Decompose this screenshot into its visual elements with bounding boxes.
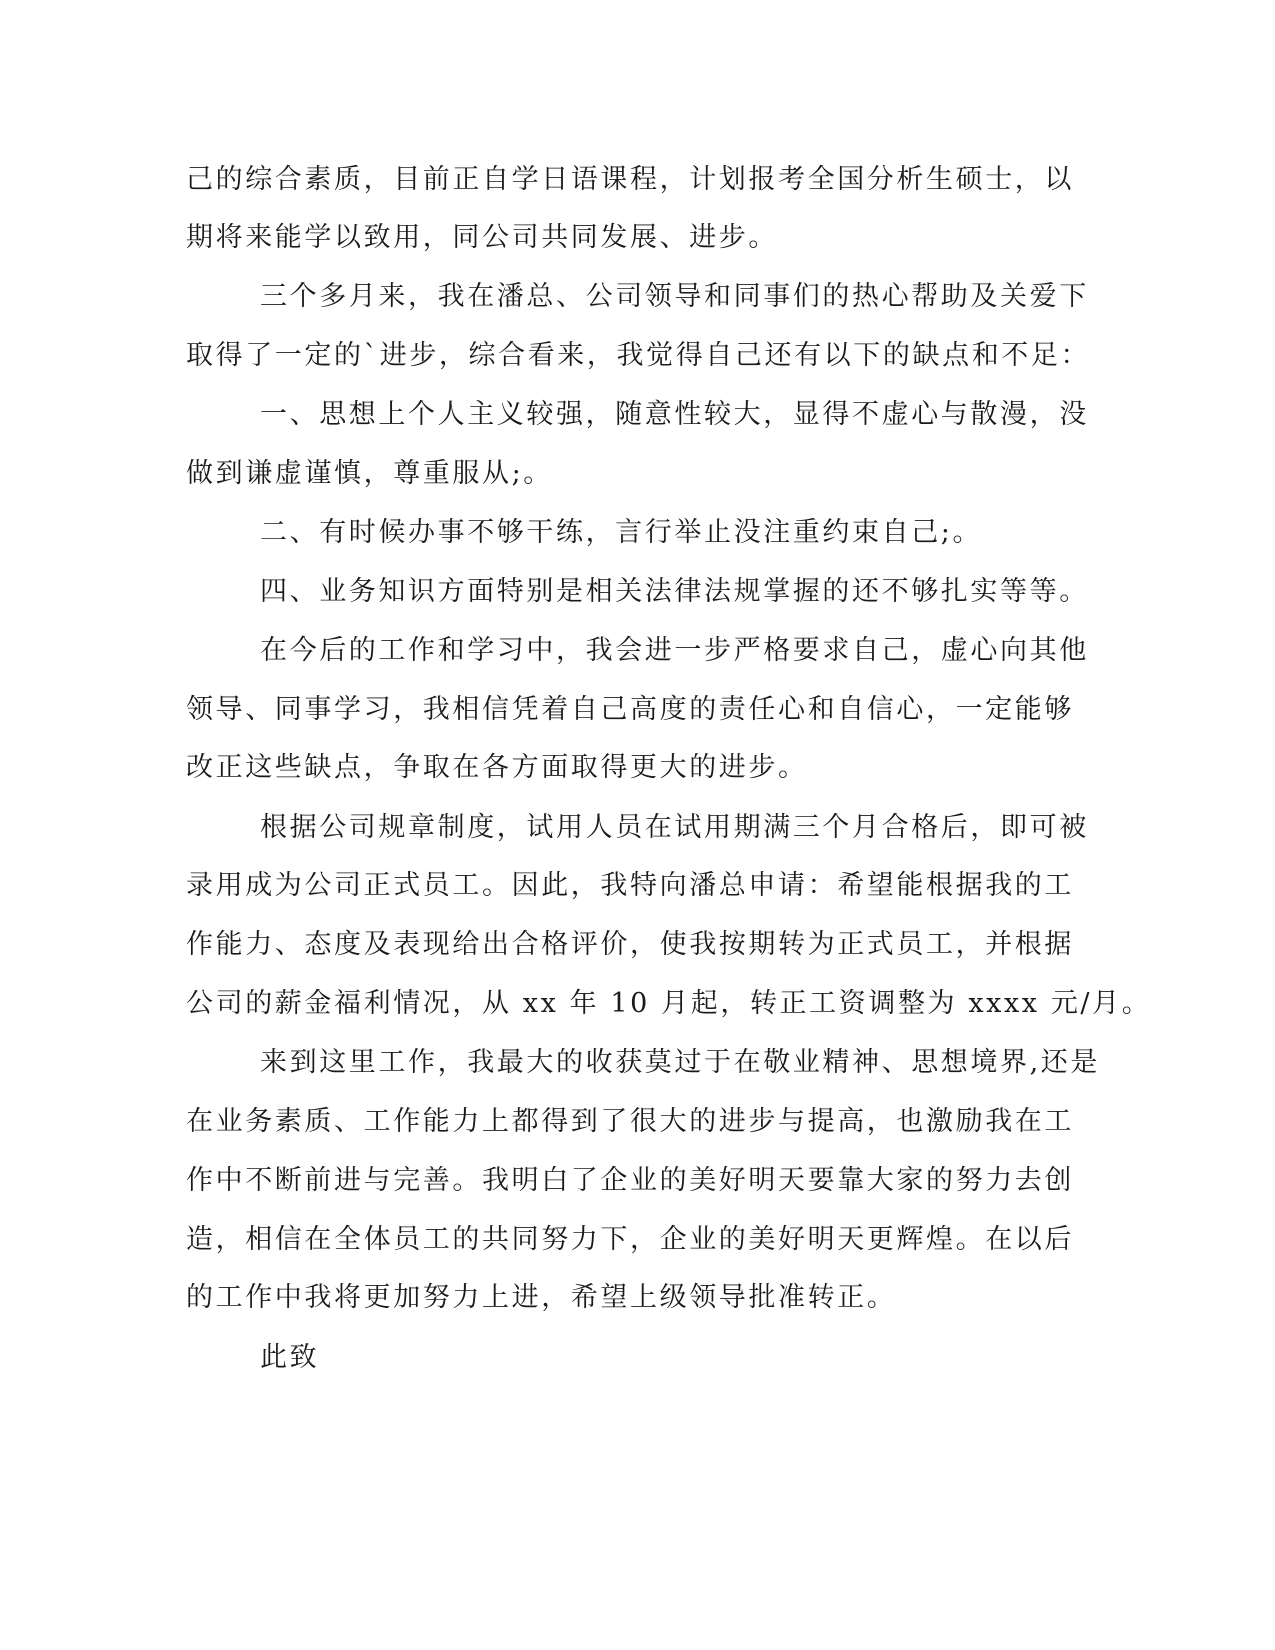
paragraph-start-line: 在今后的工作和学习中，我会进一步严格要求自己，虚心向其他 (260, 635, 1089, 666)
text-line: 期将来能学以致用，同公司共同发展、进步。 (186, 222, 778, 253)
paragraph-start-line: 根据公司规章制度，试用人员在试用期满三个月合格后，即可被 (260, 812, 1089, 843)
paragraph-start-line: 四、业务知识方面特别是相关法律法规掌握的还不够扎实等等。 (260, 576, 1089, 607)
text-line: 改正这些缺点，争取在各方面取得更大的进步。 (186, 752, 808, 783)
paragraph-start-line: 三个多月来，我在潘总、公司领导和同事们的热心帮助及关爱下 (260, 281, 1089, 312)
text-line: 作能力、态度及表现给出合格评价，使我按期转为正式员工，并根据 (186, 929, 1074, 960)
closing-salutation: 此致 (260, 1342, 320, 1373)
paragraph-start-line: 来到这里工作，我最大的收获莫过于在敬业精神、思想境界,还是 (260, 1047, 1100, 1078)
text-line: 己的综合素质，目前正自学日语课程，计划报考全国分析生硕士，以 (186, 164, 1074, 195)
text-line: 的工作中我将更加努力上进，希望上级领导批准转正。 (186, 1282, 897, 1313)
text-line: 作中不断前进与完善。我明白了企业的美好明天要靠大家的努力去创 (186, 1165, 1074, 1196)
text-line: 造，相信在全体员工的共同努力下，企业的美好明天更辉煌。在以后 (186, 1224, 1074, 1255)
paragraph-start-line: 二、有时候办事不够干练，言行举止没注重约束自己;。 (260, 517, 983, 548)
text-line: 领导、同事学习，我相信凭着自己高度的责任心和自信心，一定能够 (186, 694, 1074, 725)
paragraph-start-line: 一、思想上个人主义较强，随意性较大，显得不虚心与散漫，没 (260, 399, 1089, 430)
text-line: 公司的薪金福利情况，从 xx 年 10 月起，转正工资调整为 xxxx 元/月。 (186, 988, 1152, 1019)
text-line: 取得了一定的`进步，综合看来，我觉得自己还有以下的缺点和不足： (186, 340, 1091, 371)
text-line: 做到谦虚谨慎，尊重服从;。 (186, 458, 553, 489)
text-line: 在业务素质、工作能力上都得到了很大的进步与提高，也激励我在工 (186, 1106, 1074, 1137)
text-line: 录用成为公司正式员工。因此，我特向潘总申请：希望能根据我的工 (186, 870, 1074, 901)
